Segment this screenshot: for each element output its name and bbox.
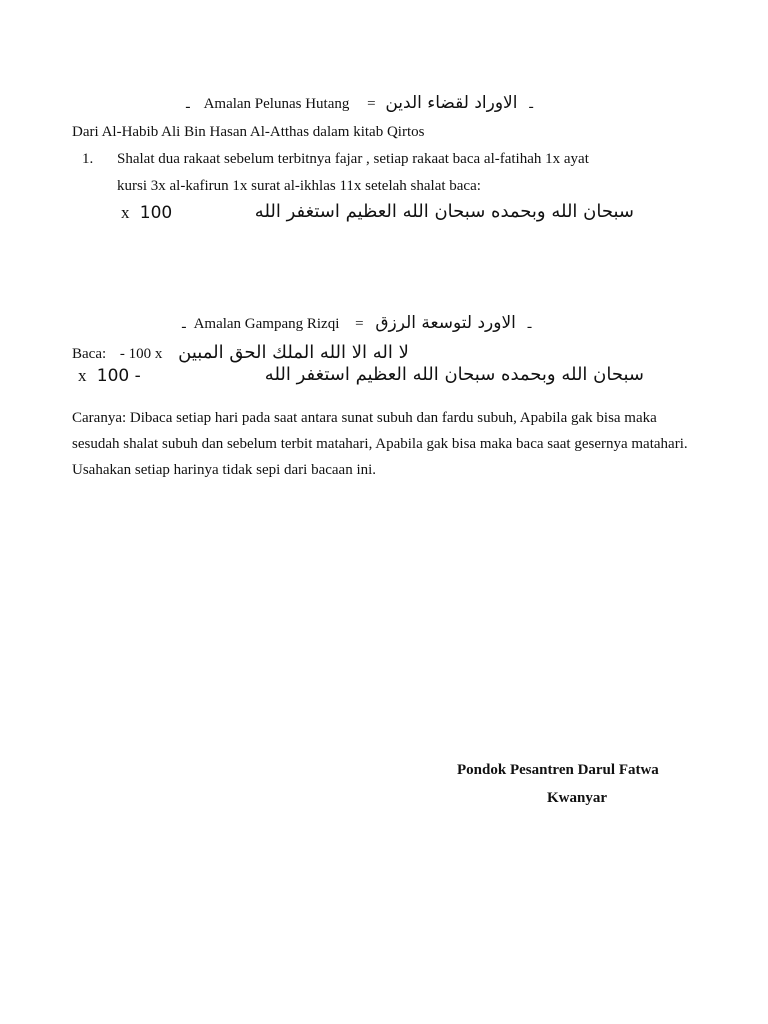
- section1-heading: [186, 93, 533, 115]
- institution-name: Pondok Pesantren Darul Fatwa: [457, 762, 659, 778]
- instructions-paragraph: Caranya: Dibaca setiap hari pada saat antara sunat subuh dan fardu subuh, Apabila gak bisa maka sesudah shalat subuh dan sebelum terbit matahari, Apabila gak bisa maka baca saat gesernya matahari. Usahakan setiap harinya tidak sepi dari bacaan ini.: [72, 410, 688, 478]
- count-number: 100 -: [96, 366, 141, 386]
- baca-label: Baca:: [72, 346, 107, 362]
- heading-mark-right: ـ: [529, 97, 534, 112]
- baca-line: [72, 343, 409, 364]
- heading-mark-left: ـ: [186, 97, 190, 112]
- count-number: 100: [139, 203, 173, 223]
- list-item-number: 1.: [82, 151, 94, 167]
- section2-dhikr-arabic: سبحان الله وبحمده سبحان الله العظيم استغفر الله: [264, 364, 644, 385]
- section1-dhikr-count: [121, 203, 172, 223]
- section1-title-arabic: الاوراد لقضاء الدين: [385, 93, 518, 113]
- section2-title-arabic: الاورد لتوسعة الرزق: [375, 313, 516, 333]
- heading-equals-sign: =: [367, 96, 376, 112]
- source-line: Dari Al-Habib Ali Bin Hasan Al-Atthas dalam kitab Qirtos: [72, 124, 425, 140]
- baca-count: - 100 x: [119, 346, 163, 362]
- heading-equals-sign: =: [355, 316, 364, 332]
- section1-title-latin: Amalan Pelunas Hutang: [203, 96, 350, 112]
- baca-arabic: لا اله الا الله الملك الحق المبين: [178, 342, 409, 363]
- section2-heading: [182, 313, 531, 335]
- count-multiplier-x: x: [121, 203, 130, 222]
- section2-dhikr-count: [78, 366, 141, 386]
- section2-title-latin: Amalan Gampang Rizqi: [193, 316, 340, 332]
- institution-location: Kwanyar: [547, 790, 607, 806]
- heading-mark-left: ـ: [182, 317, 186, 332]
- count-multiplier-x: x: [78, 366, 87, 385]
- heading-mark-right: ـ: [527, 317, 532, 332]
- list-item-line1: Shalat dua rakaat sebelum terbitnya fajar , setiap rakaat baca al-fatihah 1x ayat: [117, 151, 589, 167]
- section1-dhikr-arabic: سبحان الله وبحمده سبحان الله العظيم استغفر الله: [254, 201, 634, 222]
- list-item-line2: kursi 3x al-kafirun 1x surat al-ikhlas 11x setelah shalat baca:: [117, 178, 481, 194]
